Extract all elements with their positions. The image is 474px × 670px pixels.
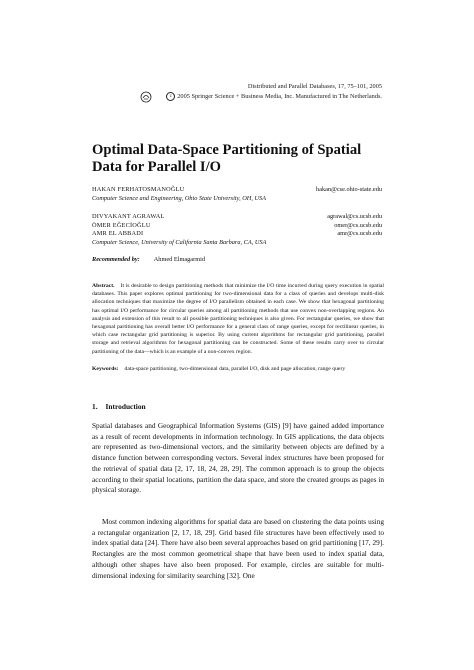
section-number: 1. [92, 402, 98, 411]
author-name: AMR EL ABBADI [92, 230, 144, 237]
copyright-text: 2005 Springer Science + Business Media, Inc. Manufactured in The Netherlands. [177, 93, 382, 100]
body-paragraph: Most common indexing algorithms for spatial data are based on clustering the data points using a rectangular organization [2, 17, 18, 29]. Grid based file structures have been effectively used to index spatial data [24]. There have also been several approaches based on grid partitioning [17, 29]. Rectangles are the most common geometrical shape that have been used to index spatial data, although other shapes have also been proposed. For example, circles are suitable for multi-dimensional indexing for similarity searching [32]. One [92, 517, 384, 580]
author-name: ÖMER EĞECİOĞLU [92, 222, 151, 229]
keywords [92, 365, 384, 373]
keywords-text: data-space partitioning, two-dimensional data, parallel I/O, disk and page allocation, range query [124, 366, 346, 372]
journal-citation: Distributed and Parallel Databases, 17, 75–101, 2005 [247, 83, 382, 90]
recommended-label: Recommended by: [92, 256, 140, 263]
keywords-label: Keywords: [92, 366, 119, 372]
copyright-icon: c [166, 92, 175, 101]
abstract-text: It is desirable to design partitioning methods that minimize the I/O time incurred during query execution in spatial databases. This paper explores optimal partitioning for two-dimensional data for a class of queries and develops multi-disk allocation techniques that maximize the degree of I/O parallelism obtained in each case. We show that hexagonal partitioning has optimal I/O performance for circular queries among all partitioning methods that use convex non-overlapping regions. An analysis and extension of this result to all possible partitioning techniques is also given. For rectangular queries, we show that hexagonal partitioning has overall better I/O performance for a general class of range queries, except for rectilinear queries, in which case rectangular grid partitioning is superior. By using current algorithms for rectangular grid partitioning, parallel storage and retrieval algorithms for hexagonal partitioning can be constructed. Some of these results carry over to circular partitioning of the data—which is an example of a non-convex region. [92, 283, 384, 355]
recommended-by [92, 256, 205, 263]
paper-title: Optimal Data-Space Partitioning of Spatial Data for Parallel I/O [92, 142, 362, 175]
body-paragraph: Spatial databases and Geographical Information Systems (GIS) [9] have gained added importance as a result of recent developments in information technology. In GIS applications, the data objects are represented as two-dimensional vectors, and the similarity between objects are defined by a distance function between corresponding vectors. Several index structures have been proposed for the retrieval of spatial data [2, 17, 18, 24, 28, 29]. The common approach is to group the objects according to their spatial locations, partition the data space, and store the created groups as pages in physical storage. [92, 421, 384, 495]
author-row [92, 212, 382, 221]
author-row [92, 229, 382, 238]
author-row [92, 185, 382, 194]
author-name: HAKAN FERHATOSMANOĞLU [92, 186, 185, 193]
author-affiliation: Computer Science, University of California Santa Barbara, CA, USA [92, 239, 267, 246]
author-affiliation: Computer Science and Engineering, Ohio State University, OH, USA [92, 195, 267, 202]
publisher-logo-icon [140, 91, 152, 103]
author-email[interactable]: agrawal@cs.ucsb.edu [327, 213, 382, 220]
recommended-editor: Ahmed Elmagarmid [153, 256, 205, 263]
author-email[interactable]: hakan@cse.ohio-state.edu [316, 186, 382, 193]
section-title: Introduction [105, 402, 146, 411]
author-email[interactable]: amr@cs.ucsb.edu [337, 230, 382, 237]
abstract-label: Abstract. [92, 283, 115, 289]
abstract [92, 282, 384, 356]
journal-header [166, 82, 382, 102]
author-name: DIVYAKANT AGRAWAL [92, 213, 165, 220]
section-heading [92, 402, 146, 411]
author-email[interactable]: omer@cs.ucsb.edu [334, 222, 382, 229]
copyright-line [166, 92, 382, 102]
